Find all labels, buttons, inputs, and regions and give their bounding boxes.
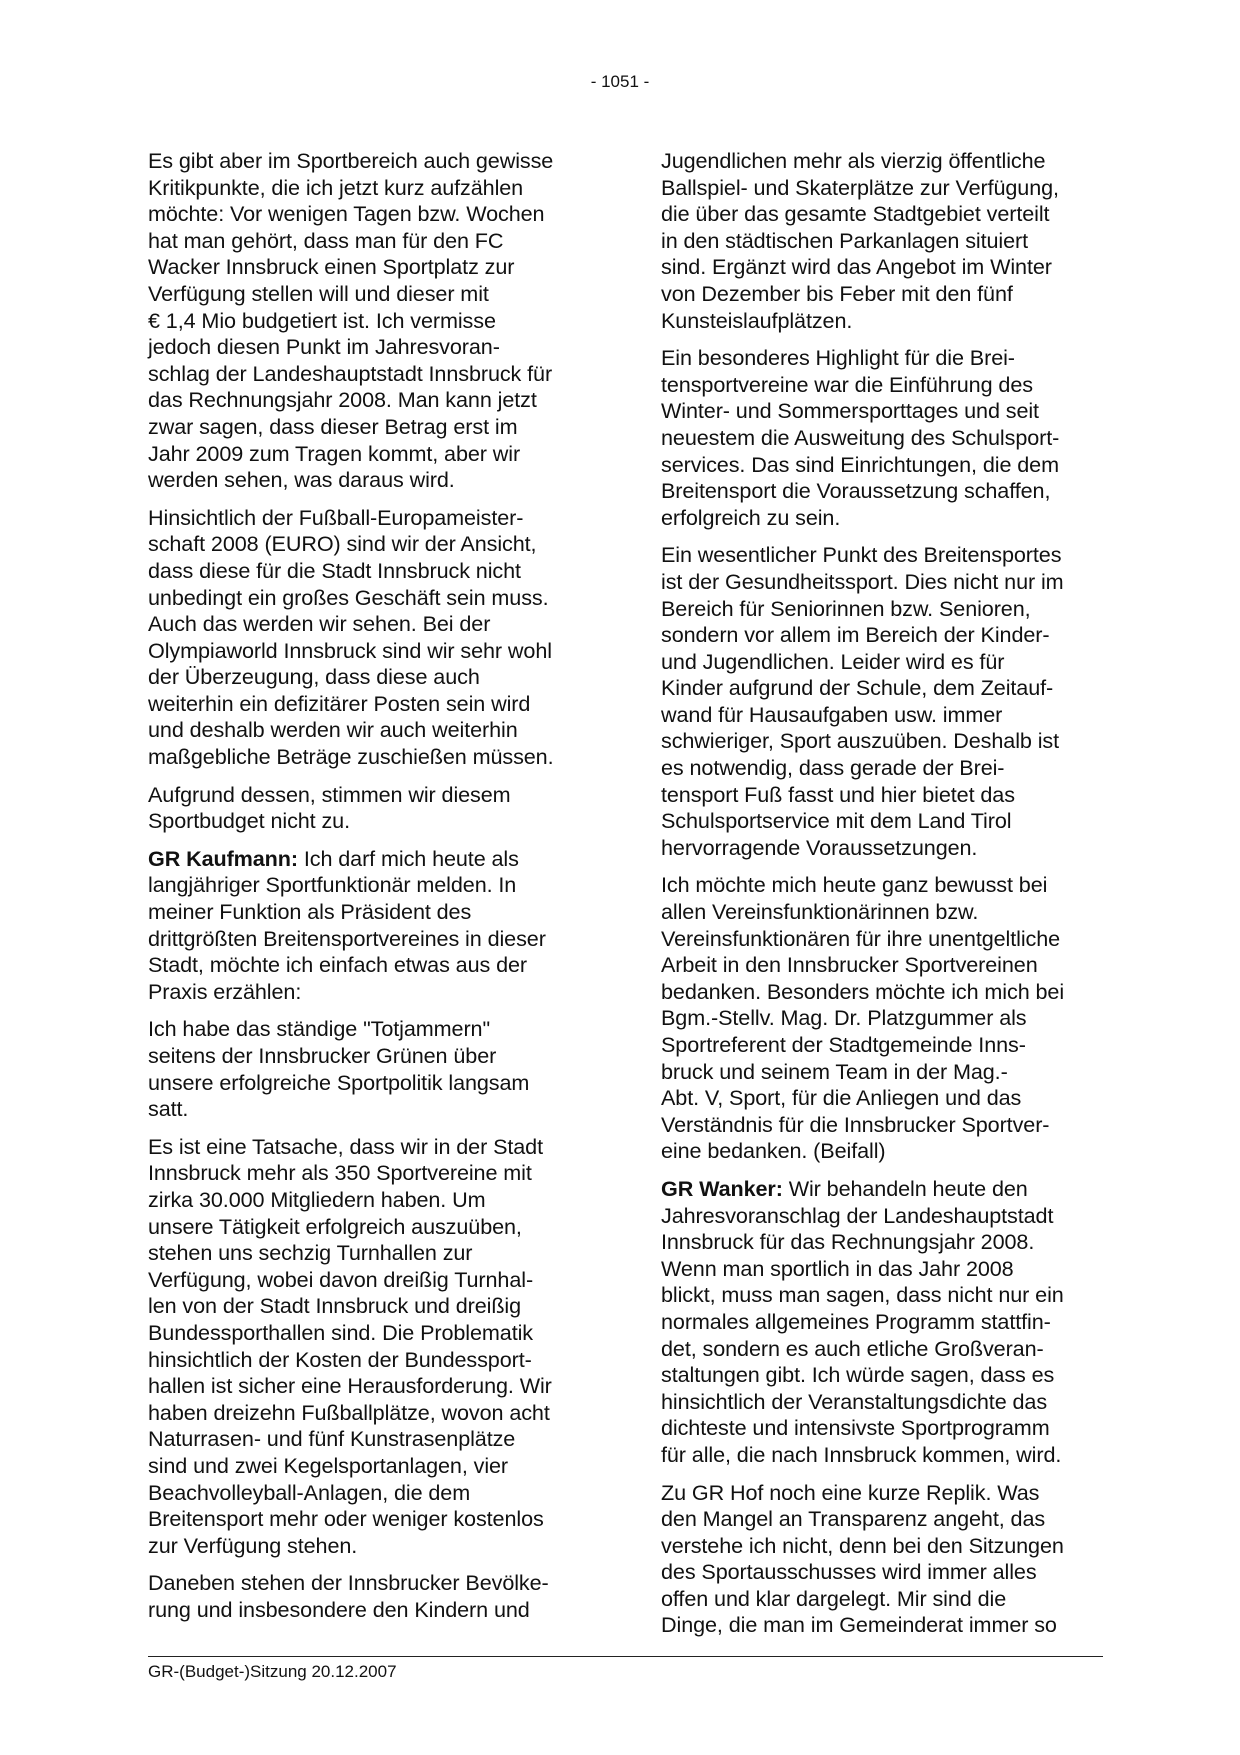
paragraph [148,1570,584,1623]
paragraph-text: Zu GR Hof noch eine kurze Replik. Was den Mangel an Transparenz angeht, das verstehe ich nicht, denn bei den Sitzungen des Sportausschusses wird immer alles offen und klar dargelegt. Mir sind die Dinge, die man im Gemeinderat immer so [661,1479,1064,1638]
right-column [661,148,1097,1650]
paragraph-text: Jugendlichen mehr als vierzig öffentliche Ballspiel- und Skaterplätze zur Verfügung, die über das gesamte Stadtgebiet verteilt in den städtischen Parkanlagen situiert sind. Ergänzt wird das Angebot im Winter von Dezember bis Feber mit den fünf Kunsteislaufplätzen. [661,148,1059,333]
speaker-name: GR Kaufmann: [148,845,298,871]
paragraph [148,846,584,1006]
paragraph [661,872,1097,1165]
paragraph [661,1480,1097,1640]
paragraph [148,1016,584,1122]
footer-divider [148,1656,1103,1657]
paragraph-text: Aufgrund dessen, stimmen wir diesem Sportbudget nicht zu. [148,781,511,834]
paragraph-text: Ein wesentlicher Punkt des Breitensportes ist der Gesundheitssport. Dies nicht nur im Bereich für Seniorinnen bzw. Senioren, sondern vor allem im Bereich der Kinder- und Jugendlichen. Leider wird es für Kinder aufgrund der Schule, dem Zeitauf- wand für Hausaufgaben usw. immer schwieriger, Sport auszuüben. Deshalb ist es notwendig, dass gerade der Brei- tensport Fuß fasst und hier bietet das Schulsportservice mit dem Land Tirol hervorragende Voraussetzungen. [661,542,1064,860]
paragraph [661,1176,1097,1469]
paragraph [148,148,584,494]
paragraph [661,345,1097,531]
paragraph-text: Ein besonderes Highlight für die Brei- tensportvereine war die Einführung des Winter- und Sommersporttages und seit neuestem die Ausweitung des Schulsport- services. Das sind Einrichtungen, die dem Breitensport die Voraussetzung schaffen, erfolgreich zu sein. [661,345,1060,530]
paragraph-text: Es ist eine Tatsache, dass wir in der Stadt Innsbruck mehr als 350 Sportvereine mit zirka 30.000 Mitgliedern haben. Um unsere Tätigkeit erfolgreich auszuüben, stehen uns sechzig Turnhallen zur Verfügung, wobei davon dreißig Turnhal- len von der Stadt Innsbruck und dreißig Bundessporthallen sind. Die Problematik hinsichtlich der Kosten der Bundessport- hallen ist sicher eine Herausforderung. Wir haben dreizehn Fußballplätze, wovon acht Naturrasen- und fünf Kunstrasenplätze sind und zwei Kegelsportanlagen, vier Beachvolleyball-Anlagen, die dem Breitensport mehr oder weniger kostenlos zur Verfügung stehen. [148,1133,552,1558]
paragraph-text: Es gibt aber im Sportbereich auch gewisse Kritikpunkte, die ich jetzt kurz aufzählen möchte: Vor wenigen Tagen bzw. Wochen hat man gehört, dass man für den FC Wacker Innsbruck einen Sportplatz zur Verfügung stellen will und dieser mit € 1,4 Mio budgetiert ist. Ich vermisse jedoch diesen Punkt im Jahresvoran- schlag der Landeshauptstadt Innsbruck für das Rechnungsjahr 2008. Man kann jetzt zwar sagen, dass dieser Betrag erst im Jahr 2009 zum Tragen kommt, aber wir werden sehen, was daraus wird. [148,148,554,493]
paragraph-text: Daneben stehen der Innsbrucker Bevölke- rung und insbesondere den Kindern und [148,1570,549,1622]
paragraph-text: Ich möchte mich heute ganz bewusst bei allen Vereinsfunktionärinnen bzw. Vereinsfunktionären für ihre unentgeltliche Arbeit in den Innsbrucker Sportvereinen bedanken. Besonders möchte ich mich bei Bgm.-Stellv. Mag. Dr. Platzgummer als Sportreferent der Stadtgemeinde Inns- bruck und seinem Team in der Mag.- Abt. V, Sport, für die Anliegen und das Verständnis für die Innsbrucker Sportver- eine bedanken. (Beifall) [661,872,1065,1164]
paragraph-text: Ich habe das ständige "Totjammern" seitens der Innsbrucker Grünen über unsere erfolgreiche Sportpolitik langsam satt. [148,1016,530,1122]
page-number: - 1051 - [590,72,650,91]
footer-label: GR-(Budget-)Sitzung 20.12.2007 [148,1662,397,1681]
paragraph [148,505,584,771]
paragraph [661,148,1097,334]
paragraph-text: Ich darf mich heute als langjähriger Sportfunktionär melden. In meiner Funktion als Präsident des drittgrößten Breitensportvereines in dieser Stadt, möchte ich einfach etwas aus der Praxis erzählen: [148,845,546,1004]
paragraph-text: Hinsichtlich der Fußball-Europameister- schaft 2008 (EURO) sind wir der Ansicht, dass diese für die Stadt Innsbruck nicht unbedingt ein großes Geschäft sein muss. Auch das werden wir sehen. Bei der Olympiaworld Innsbruck sind wir sehr wohl der Überzeugung, dass diese auch weiterhin ein defizitärer Posten sein wird und deshalb werden wir auch weiterhin maßgebliche Beträge zuschießen müssen. [148,504,554,770]
paragraph [148,1134,584,1560]
speaker-name: GR Wanker: [661,1175,783,1201]
paragraph-text: Wir behandeln heute den Jahresvoranschlag der Landeshauptstadt Innsbruck für das Rechnungsjahr 2008. Wenn man sportlich in das Jahr 2008 blickt, muss man sagen, dass nicht nur ein normales allgemeines Programm stattfin- det, sondern es auch etliche Großveran- staltungen gibt. Ich würde sagen, dass es hinsichtlich der Veranstaltungsdichte das dichteste und intensivste Sportprogramm für alle, die nach Innsbruck kommen, wird. [661,1175,1064,1467]
paragraph [661,542,1097,861]
left-column [148,148,584,1634]
paragraph [148,782,584,835]
